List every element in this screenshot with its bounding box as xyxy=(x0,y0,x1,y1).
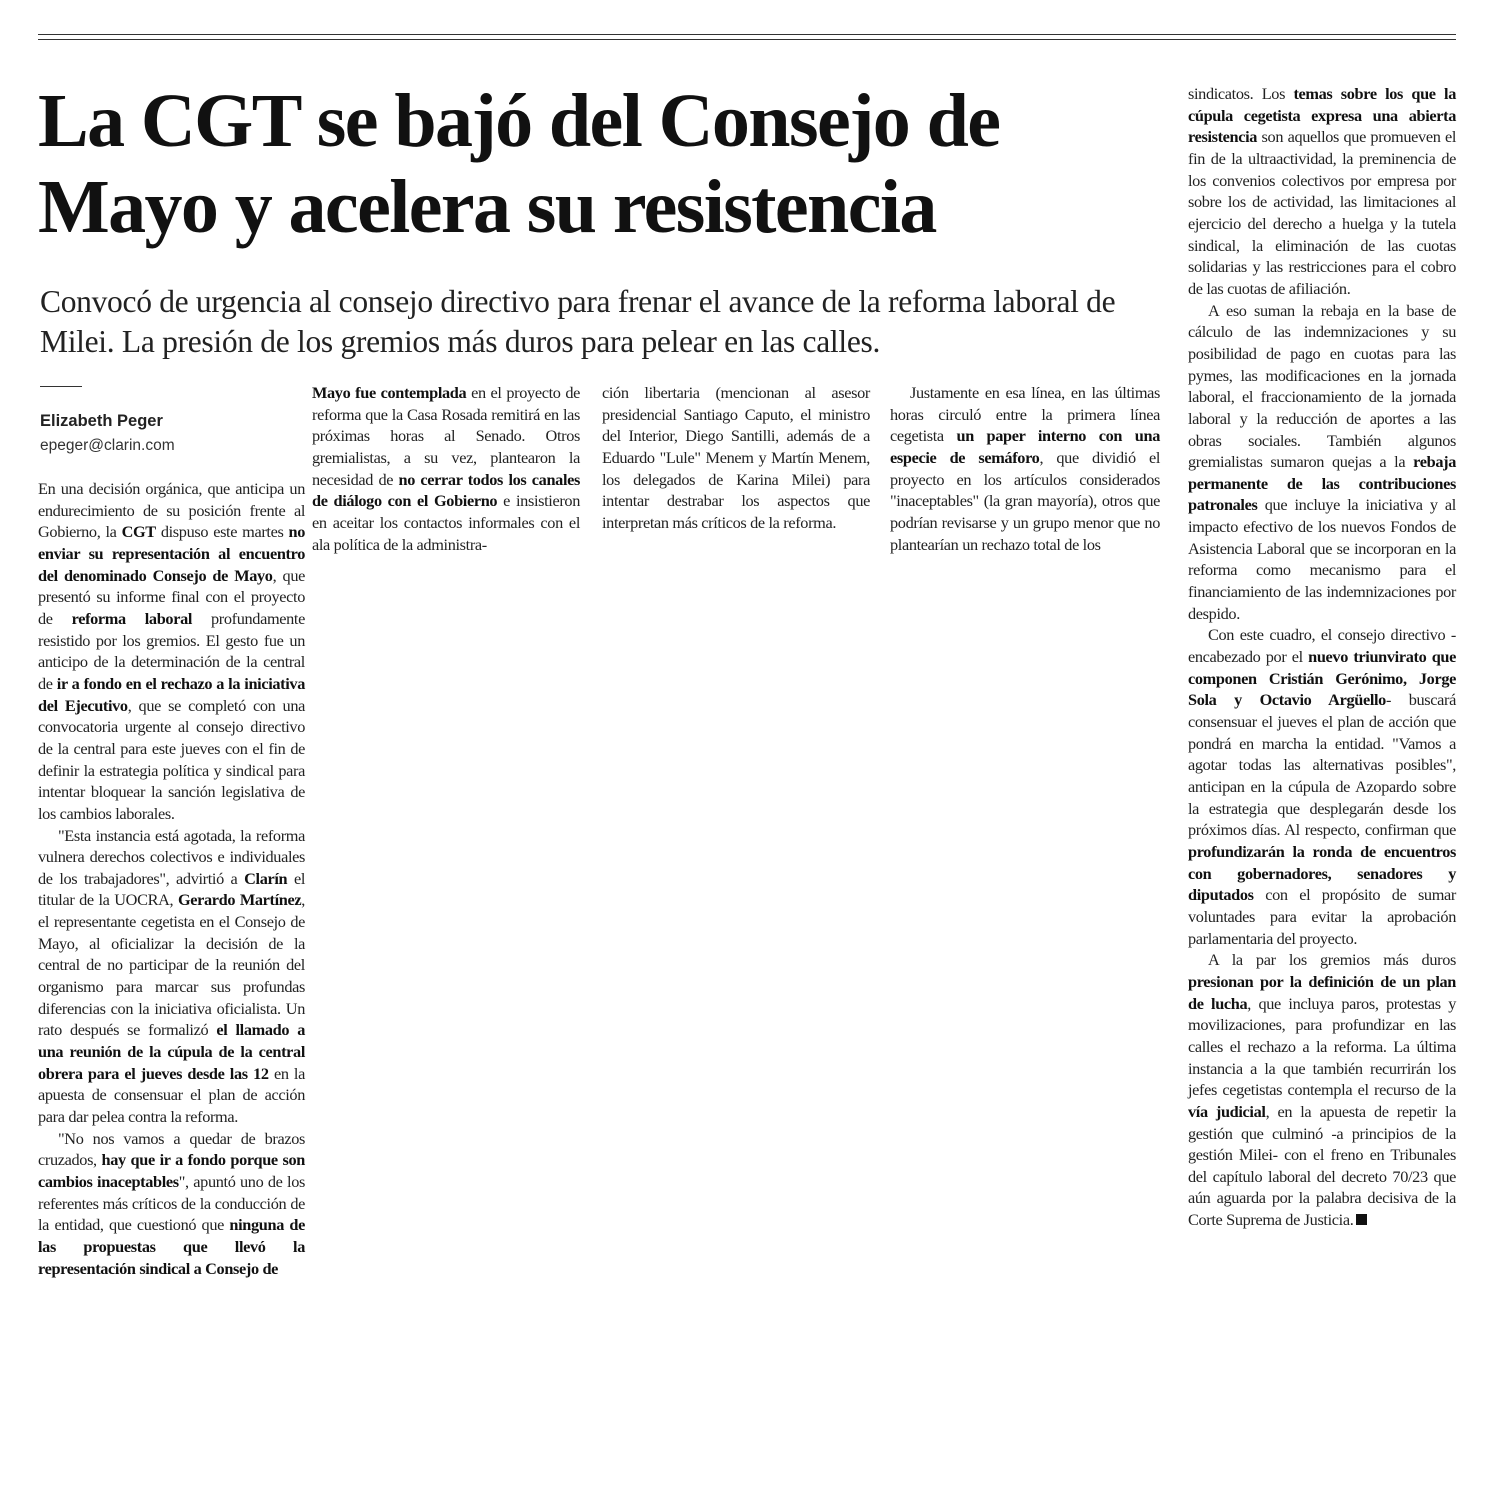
text: e insistieron en aceitar los contactos informales con el ala política de la administra- xyxy=(312,491,580,554)
byline-author: Elizabeth Peger xyxy=(40,412,163,430)
text: , en la apuesta de repetir la gestión que culminó -a principios de la gestión Milei- con el freno en Tribunales del capítulo laboral del decreto 70/23 que aún aguarda por la palabra decisiva de la Corte Suprema de Justicia. xyxy=(1188,1101,1456,1230)
bold-text: vía judicial xyxy=(1188,1101,1266,1121)
bold-text: rebaja permanente de las contribuciones patronales xyxy=(1188,452,1456,515)
byline-email: epeger@clarin.com xyxy=(40,437,175,454)
text: , que presentó su informe final con el proyecto de xyxy=(38,565,305,628)
bold-text: no cerrar todos los canales de diálogo con el Gobierno xyxy=(312,469,580,511)
text: A la par los gremios más duros xyxy=(1208,950,1456,970)
article-paragraph xyxy=(1188,949,1456,1231)
bold-text: un paper interno con una especie de semáforo xyxy=(890,426,1160,467)
bold-text: reforma laboral xyxy=(71,608,193,628)
article-paragraph xyxy=(38,825,305,1128)
article-paragraph xyxy=(602,382,870,534)
headline: La CGT se bajó del Consejo de Mayo y acelera su resistencia xyxy=(38,79,1000,249)
text: sindicatos. Los xyxy=(1188,84,1294,103)
bold-text: ninguna de las propuestas que llevó la representación sindical a Consejo de xyxy=(38,1215,305,1278)
bold-text: no enviar su representación al encuentro del denominado Consejo de Mayo xyxy=(38,522,305,585)
bold-text: presionan por la definición de un plan de lucha xyxy=(1188,971,1456,1013)
text: , que incluya paros, protestas y movilizaciones, para profundizar en las calles el rechazo a la reforma. La última instancia a la que también recurrirán los jefes cegetistas contempla el recurso de la xyxy=(1188,993,1456,1100)
top-rule-secondary xyxy=(38,39,1456,40)
article-paragraph xyxy=(38,478,305,825)
article-column-4 xyxy=(890,382,1160,555)
article-column-2 xyxy=(312,382,580,555)
text: - buscará consensuar el jueves el plan de acción que pondrá en marcha la entidad. "Vamos a agotar todas las alternativas posibles", anticipan en la cúpula de Azopardo sobre la estrategia que desplegarán desde los próximos días. Al respecto, confirman que xyxy=(1188,690,1456,840)
text: el titular de la UOCRA, xyxy=(38,868,305,910)
text: Con este cuadro, el consejo directivo -encabezado por el xyxy=(1188,625,1456,667)
text: , que dividió el proyecto en los artículos considerados "inaceptables" (la gran mayoría), otros que podrían revisarse y un grupo menor que no plantearían un rechazo total de los xyxy=(890,447,1160,554)
bold-text: el llamado a una reunión de la cúpula de la central obrera para el jueves desde las 12 xyxy=(38,1020,305,1083)
bold-text: CGT xyxy=(121,522,156,542)
article-paragraph xyxy=(1188,83,1456,300)
byline-divider xyxy=(40,386,82,387)
subheadline: Convocó de urgencia al consejo directivo para frenar el avance de la reforma laboral de Milei. La presión de los gremios más duros para pelear en las calles. xyxy=(40,284,1116,359)
text: que incluye la iniciativa y al impacto efectivo de los nuevos Fondos de Asistencia Laboral que se incorporan en la reforma como mecanismo para el financiamiento de las indemnizaciones por despido. xyxy=(1188,495,1456,623)
bold-text: Mayo fue contemplada xyxy=(312,383,467,402)
text: son aquellos que promueven el fin de la ultraactividad, la preminencia de los convenios colectivos por empresa por sobre los de actividad, las limitaciones al ejercicio del derecho a huelga y la tutela sindical, la eliminación de las cuotas solidarias y las restricciones para el cobro de las cuotas de afiliación. xyxy=(1188,127,1456,298)
top-rule xyxy=(38,34,1456,35)
text: "Esta instancia está agotada, la reforma vulnera derechos colectivos e individuales de los trabajadores", advirtió a xyxy=(38,825,305,888)
article-paragraph xyxy=(312,382,580,555)
bold-text: profundizarán la ronda de encuentros con gobernadores, senadores y diputados xyxy=(1188,841,1456,905)
bold-text: Gerardo Martínez xyxy=(177,890,302,910)
article-paragraph xyxy=(1188,300,1456,625)
article-column-1 xyxy=(38,478,305,1279)
article-paragraph xyxy=(1188,624,1456,949)
bold-text: nuevo triunvirato que componen Cristián Gerónimo, Jorge Sola y Octavio Argüello xyxy=(1188,647,1456,710)
bold-text: hay que ir a fondo porque son cambios inaceptables xyxy=(38,1150,306,1191)
text: dispuso este martes xyxy=(155,522,289,542)
bold-text: ir a fondo en el rechazo a la iniciativa del Ejecutivo xyxy=(38,673,305,715)
text: ", apuntó uno de los referentes más críticos de la conducción de la entidad, que cuestionó que xyxy=(38,1172,305,1235)
article-paragraph xyxy=(890,382,1160,555)
bold-text: Clarín xyxy=(244,868,288,888)
article-column-5 xyxy=(1188,83,1456,1231)
text: con el propósito de sumar voluntades para evitar la aprobación parlamentaria del proyecto. xyxy=(1188,885,1456,948)
text: profundamente resistido por los gremios. El gesto fue un anticipo de la determinación de la central de xyxy=(38,608,305,693)
text: Justamente en esa línea, en las últimas horas circuló entre la primera línea cegetista xyxy=(890,383,1160,446)
text: en el proyecto de reforma que la Casa Rosada remitirá en las próximas horas al Senado. Otros gremialistas, a su vez, plantearon la necesidad de xyxy=(312,383,580,489)
bold-text: temas sobre los que la cúpula cegetista expresa una abierta resistencia xyxy=(1188,84,1456,147)
text: A eso suman la rebaja en la base de cálculo de las indemnizaciones y su posibilidad de pago en cuotas para las pymes, las modificaciones en la jornada laboral, el fraccionamiento de la jornada laboral y la reducción de aportes a las obras sociales. También algunos gremialistas sumaron quejas a la xyxy=(1188,300,1456,472)
article-column-3 xyxy=(602,382,870,534)
text: ción libertaria (mencionan al asesor presidencial Santiago Caputo, el ministro del Interior, Diego Santilli, además de a Eduardo "Lule" Menem y Martín Menem, los delegados de Karina Milei) para intentar destrabar los aspectos que interpretan más críticos de la reforma. xyxy=(602,383,870,532)
text: , que se completó con una convocatoria urgente al consejo directivo de la central para este jueves con el fin de definir la estrategia política y sindical para intentar bloquear la sanción legislativa de los cambios laborales. xyxy=(38,695,306,823)
text: "No nos vamos a quedar de brazos cruzados, xyxy=(38,1128,305,1170)
text: En una decisión orgánica, que anticipa un endurecimiento de su posición frente al Gobierno, la xyxy=(38,479,305,542)
text: , el representante cegetista en el Consejo de Mayo, al oficializar la decisión de la central de no participar de la reunión del organismo para marcar sus profundas diferencias con la iniciativa oficialista. Un rato después se formalizó xyxy=(38,890,305,1040)
end-of-article-mark xyxy=(1356,1214,1367,1225)
article-paragraph xyxy=(38,1128,305,1280)
text: en la apuesta de consensuar el plan de acción para dar pelea contra la reforma. xyxy=(38,1063,305,1127)
